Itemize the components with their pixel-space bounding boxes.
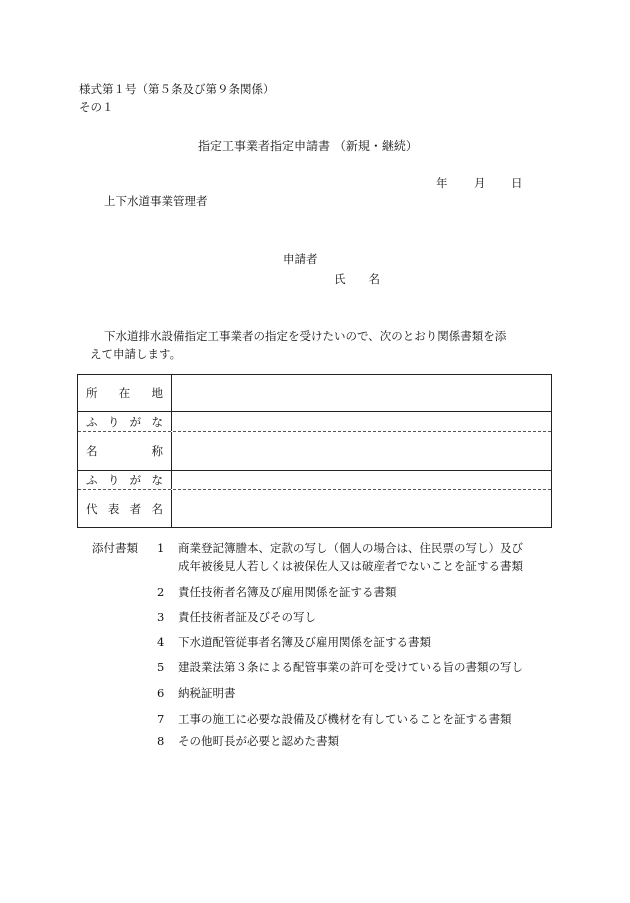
- attachment-number: 1: [157, 541, 165, 555]
- attachment-number: 3: [157, 610, 165, 624]
- attachment-item: 建設業法第３条による配管事業の許可を受けている旨の書類の写し: [178, 660, 523, 674]
- intro-line-1: 下水道排水設備指定工事業者の指定を受けたいので、次のとおり関係書類を添: [104, 329, 507, 343]
- date-month: 月: [474, 176, 486, 190]
- attachment-number: 4: [157, 635, 165, 649]
- application-form-table: [77, 374, 552, 528]
- date-day: 日: [511, 176, 523, 190]
- attachment-item: 責任技術者証及びその写し: [178, 610, 316, 624]
- attachment-item-continued: 成年被後見人若しくは被保佐人又は破産者でないことを証する書類: [178, 559, 523, 573]
- address-row: [78, 375, 551, 411]
- name-row: [78, 431, 551, 470]
- attachment-item: 納税証明書: [178, 686, 236, 700]
- form-number: 様式第１号（第５条及び第９条関係）: [79, 82, 275, 96]
- document-title: 指定工事業者指定申請書 （新規・継続）: [198, 139, 418, 153]
- furigana-label-1: ふりがな: [86, 414, 163, 429]
- attachment-number: 5: [157, 660, 165, 674]
- attachment-item: 下水道配管従事者名簿及び雇用関係を証する書類: [178, 635, 431, 649]
- representative-label: 代表者名: [86, 502, 163, 516]
- applicant-label: 申請者: [283, 252, 318, 266]
- attachment-number: 2: [157, 585, 165, 599]
- furigana-label-2: ふりがな: [86, 473, 163, 487]
- attachment-number: 8: [157, 734, 165, 748]
- attachment-item: 責任技術者名簿及び雇用関係を証する書類: [178, 585, 397, 599]
- attachment-number: 7: [157, 712, 165, 726]
- attachments-heading: 添付書類: [92, 541, 138, 555]
- representative-row: [78, 489, 551, 528]
- attachment-item: 商業登記簿謄本、定款の写し（個人の場合は、住民票の写し）及び: [178, 541, 523, 555]
- name-label: 名称: [86, 444, 163, 458]
- attachment-item: 工事の施工に必要な設備及び機材を有していることを証する書類: [178, 712, 512, 726]
- intro-line-2: えて申請します。: [90, 347, 182, 361]
- address-label: 所在地: [86, 386, 163, 400]
- applicant-name-label: 氏 名: [334, 272, 380, 286]
- attachment-item: その他町長が必要と認めた書類: [178, 734, 339, 748]
- form-sub-number: その１: [79, 100, 114, 114]
- attachment-number: 6: [157, 686, 165, 700]
- addressee: 上下水道事業管理者: [104, 194, 208, 208]
- date-year: 年: [436, 176, 448, 190]
- furigana-row-2: [78, 470, 551, 489]
- furigana-row-1: [78, 411, 551, 431]
